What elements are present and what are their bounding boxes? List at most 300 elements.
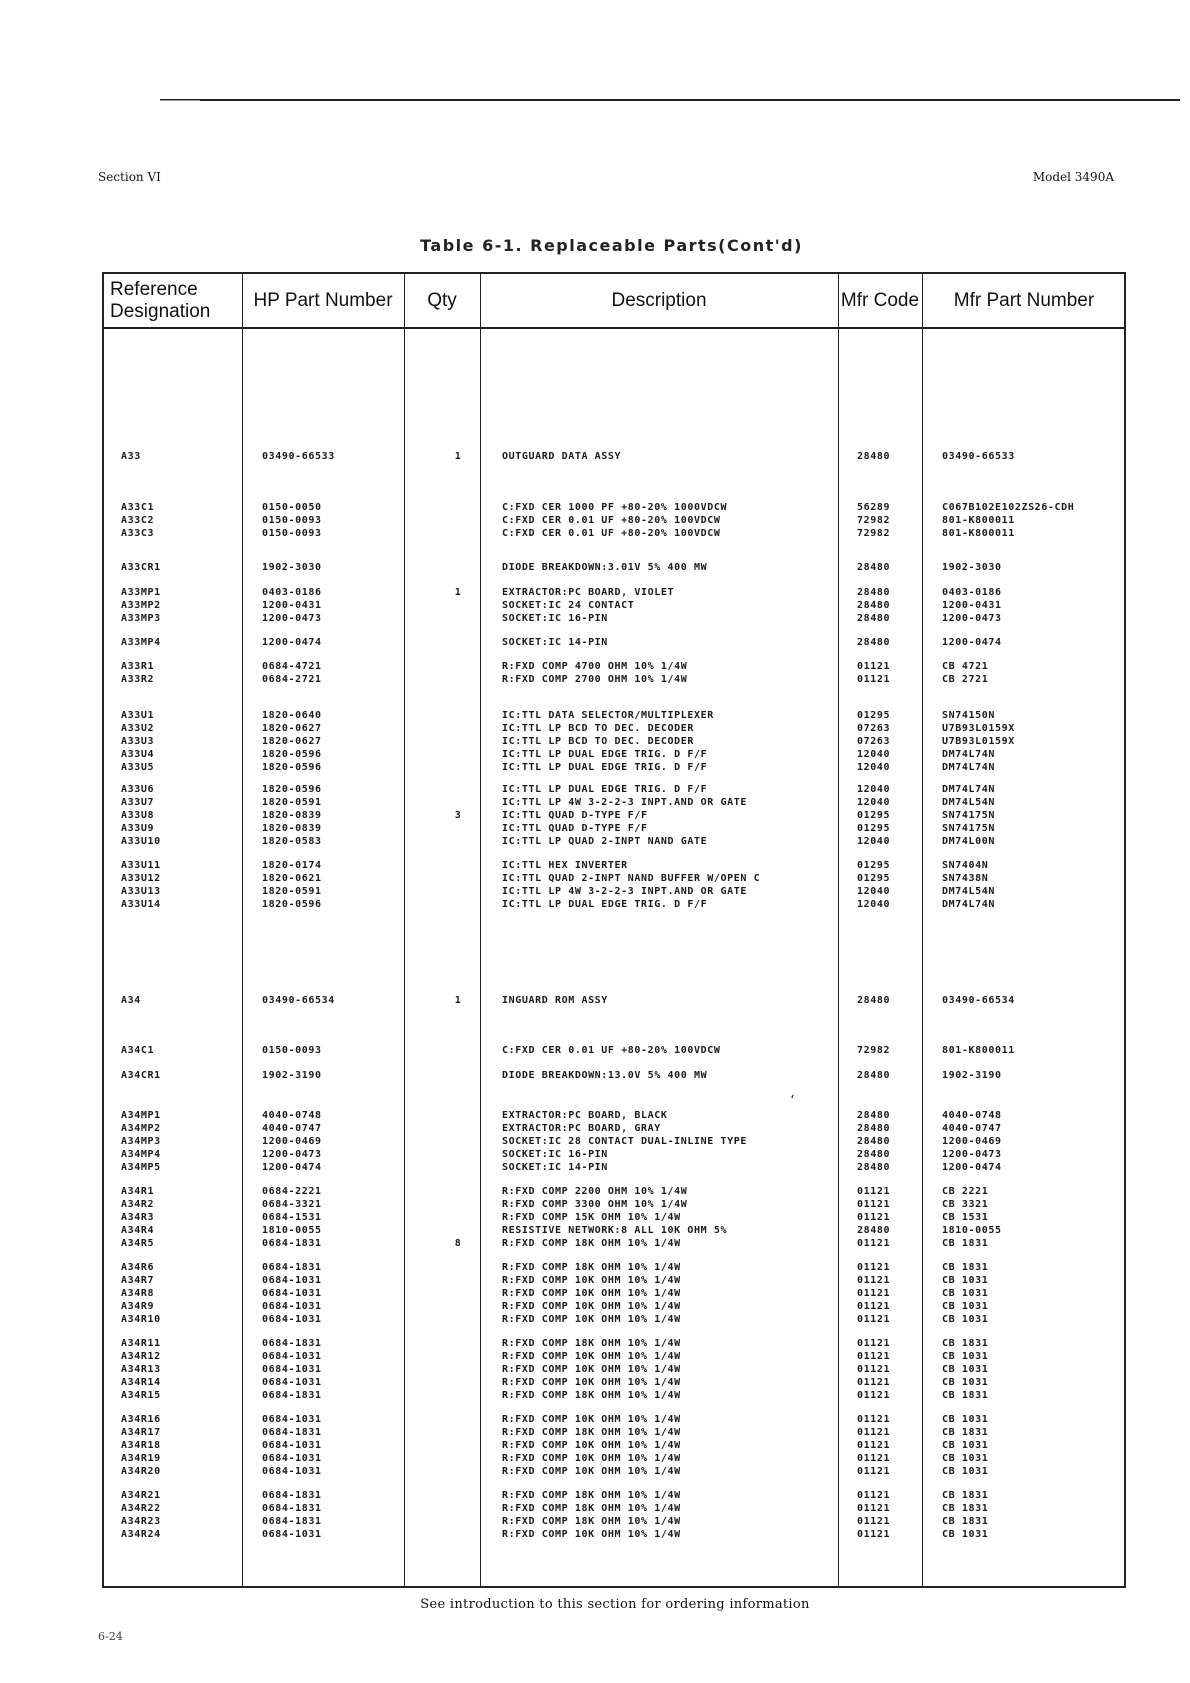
cell-description: R:FXD COMP 18K OHM 10% 1/4W [502,1262,681,1273]
table-row [104,1301,1124,1314]
cell-ref-designation: A34R12 [121,1351,161,1362]
cell-mfr-part-number: 0403-0186 [942,587,1002,598]
cell-mfr-code: 01121 [857,1288,891,1299]
cell-description: INGUARD ROM ASSY [502,995,608,1006]
stray-mark: ‘ [790,1093,795,1109]
table-row [104,1212,1124,1225]
cell-mfr-code: 12040 [857,899,891,910]
cell-ref-designation: A33R2 [121,674,155,685]
cell-mfr-part-number: CB 1831 [942,1338,989,1349]
cell-mfr-part-number: CB 1031 [942,1529,989,1540]
cell-mfr-part-number: CB 1831 [942,1427,989,1438]
cell-ref-designation: A34R9 [121,1301,155,1312]
cell-description: R:FXD COMP 18K OHM 10% 1/4W [502,1503,681,1514]
cell-hp-part-number: 0684-4721 [262,661,322,672]
cell-ref-designation: A34R20 [121,1466,161,1477]
cell-mfr-part-number: CB 1831 [942,1262,989,1273]
cell-mfr-code: 28480 [857,587,891,598]
cell-mfr-code: 01121 [857,1351,891,1362]
model-label: Model 3490A [1032,170,1114,184]
cell-description: R:FXD COMP 10K OHM 10% 1/4W [502,1314,681,1325]
table-row [104,1351,1124,1364]
header-reference-designation: Reference Designation [110,278,211,322]
cell-qty: 3 [454,810,462,821]
cell-mfr-part-number: DM74L54N [942,886,995,897]
cell-hp-part-number: 1820-0627 [262,736,322,747]
header-rule [104,327,1124,329]
cell-hp-part-number: 1820-0591 [262,797,322,808]
cell-mfr-part-number: 801-K800011 [942,515,1015,526]
cell-mfr-part-number: 1200-0431 [942,600,1002,611]
cell-qty: 1 [454,995,462,1006]
table-row [104,661,1124,674]
cell-mfr-part-number: U7B93L0159X [942,736,1015,747]
cell-hp-part-number: 1820-0596 [262,784,322,795]
cell-ref-designation: A33U7 [121,797,155,808]
table-row [104,1186,1124,1199]
cell-qty: 8 [454,1238,462,1249]
table-row [104,528,1124,541]
cell-description: SOCKET:IC 14-PIN [502,1162,608,1173]
table-row [104,797,1124,810]
header-qty: Qty [427,289,457,311]
cell-hp-part-number: 1820-0591 [262,886,322,897]
cell-hp-part-number: 03490-66534 [262,995,335,1006]
cell-ref-designation: A33U14 [121,899,161,910]
cell-mfr-part-number: DM74L54N [942,797,995,808]
cell-hp-part-number: 1820-0583 [262,836,322,847]
cell-mfr-code: 28480 [857,600,891,611]
page-number: 6-24 [98,1630,123,1643]
cell-ref-designation: A33U2 [121,723,155,734]
cell-ref-designation: A34R6 [121,1262,155,1273]
cell-mfr-code: 72982 [857,1045,891,1056]
cell-hp-part-number: 0684-1031 [262,1364,322,1375]
cell-ref-designation: A34 [121,995,141,1006]
cell-description: IC:TTL LP DUAL EDGE TRIG. D F/F [502,749,708,760]
cell-ref-designation: A34MP3 [121,1136,161,1147]
table-row [104,515,1124,528]
cell-hp-part-number: 0684-1031 [262,1275,322,1286]
cell-mfr-part-number: 801-K800011 [942,1045,1015,1056]
cell-mfr-code: 01121 [857,1516,891,1527]
cell-mfr-code: 01295 [857,710,891,721]
cell-ref-designation: A34R10 [121,1314,161,1325]
cell-description: R:FXD COMP 18K OHM 10% 1/4W [502,1390,681,1401]
cell-mfr-code: 01295 [857,810,891,821]
cell-mfr-part-number: CB 1031 [942,1414,989,1425]
cell-description: C:FXD CER 0.01 UF +80-20% 100VDCW [502,528,721,539]
cell-ref-designation: A33U12 [121,873,161,884]
cell-description: IC:TTL LP DUAL EDGE TRIG. D F/F [502,762,708,773]
header-mfr-code: Mfr Code [840,289,920,311]
cell-hp-part-number: 0150-0050 [262,502,322,513]
cell-mfr-part-number: CB 1031 [942,1377,989,1388]
table-row [104,1149,1124,1162]
cell-hp-part-number: 0684-1831 [262,1262,322,1273]
table-row [104,1225,1124,1238]
cell-description: R:FXD COMP 18K OHM 10% 1/4W [502,1427,681,1438]
table-row [104,1427,1124,1440]
cell-description: IC:TTL HEX INVERTER [502,860,628,871]
cell-mfr-part-number: 4040-0747 [942,1123,1002,1134]
cell-ref-designation: A33U9 [121,823,155,834]
table-row [104,1377,1124,1390]
cell-mfr-part-number: CB 1031 [942,1466,989,1477]
cell-description: C:FXD CER 0.01 UF +80-20% 100VDCW [502,515,721,526]
cell-description: R:FXD COMP 10K OHM 10% 1/4W [502,1529,681,1540]
cell-description: SOCKET:IC 16-PIN [502,613,608,624]
cell-description: R:FXD COMP 10K OHM 10% 1/4W [502,1275,681,1286]
cell-mfr-code: 01121 [857,1390,891,1401]
cell-mfr-part-number: CB 2721 [942,674,989,685]
cell-mfr-code: 12040 [857,797,891,808]
cell-description: IC:TTL QUAD 2-INPT NAND BUFFER W/OPEN C [502,873,761,884]
table-row [104,899,1124,912]
cell-hp-part-number: 1820-0596 [262,762,322,773]
table-row [104,1453,1124,1466]
cell-hp-part-number: 0684-3321 [262,1199,322,1210]
cell-mfr-part-number: CB 1031 [942,1351,989,1362]
cell-mfr-code: 28480 [857,995,891,1006]
cell-hp-part-number: 1902-3030 [262,562,322,573]
cell-description: EXTRACTOR:PC BOARD, VIOLET [502,587,675,598]
cell-description: C:FXD CER 1000 PF +80-20% 1000VDCW [502,502,728,513]
table-row [104,502,1124,515]
cell-mfr-part-number: SN74150N [942,710,995,721]
cell-description: R:FXD COMP 10K OHM 10% 1/4W [502,1440,681,1451]
table-row [104,810,1124,823]
cell-description: OUTGUARD DATA ASSY [502,451,622,462]
cell-mfr-code: 01121 [857,1199,891,1210]
cell-ref-designation: A34MP5 [121,1162,161,1173]
cell-mfr-part-number: SN74175N [942,810,995,821]
cell-mfr-part-number: CB 1831 [942,1503,989,1514]
cell-ref-designation: A33 [121,451,141,462]
cell-ref-designation: A34R22 [121,1503,161,1514]
cell-mfr-part-number: SN7404N [942,860,989,871]
cell-ref-designation: A33U8 [121,810,155,821]
cell-ref-designation: A34R19 [121,1453,161,1464]
cell-hp-part-number: 0684-1531 [262,1212,322,1223]
cell-ref-designation: A34R5 [121,1238,155,1249]
cell-hp-part-number: 0684-2221 [262,1186,322,1197]
cell-hp-part-number: 1820-0596 [262,749,322,760]
cell-mfr-part-number: 801-K800011 [942,528,1015,539]
table-row [104,762,1124,775]
cell-description: IC:TTL LP DUAL EDGE TRIG. D F/F [502,899,708,910]
ordering-note: See introduction to this section for ordering information [420,1597,810,1612]
cell-mfr-part-number: CB 1031 [942,1364,989,1375]
cell-mfr-code: 28480 [857,562,891,573]
cell-mfr-code: 01121 [857,1503,891,1514]
cell-mfr-code: 01121 [857,1301,891,1312]
cell-mfr-code: 01121 [857,1466,891,1477]
cell-hp-part-number: 1820-0627 [262,723,322,734]
table-row [104,1390,1124,1403]
cell-mfr-part-number: CB 1031 [942,1275,989,1286]
cell-mfr-part-number: DM74L74N [942,784,995,795]
cell-hp-part-number: 0684-1831 [262,1338,322,1349]
cell-mfr-part-number: CB 1031 [942,1288,989,1299]
cell-hp-part-number: 4040-0748 [262,1110,322,1121]
cell-mfr-code: 01121 [857,1490,891,1501]
cell-hp-part-number: 1200-0473 [262,613,322,624]
cell-mfr-code: 07263 [857,736,891,747]
cell-description: IC:TTL QUAD D-TYPE F/F [502,823,648,834]
table-row [104,562,1124,575]
table-row [104,1338,1124,1351]
cell-hp-part-number: 0403-0186 [262,587,322,598]
cell-hp-part-number: 0150-0093 [262,528,322,539]
cell-description: R:FXD COMP 18K OHM 10% 1/4W [502,1338,681,1349]
table-caption: Table 6-1. Replaceable Parts(Cont'd) [420,236,803,255]
cell-mfr-code: 28480 [857,1110,891,1121]
cell-mfr-part-number: CB 1831 [942,1390,989,1401]
table-row [104,1045,1124,1058]
cell-mfr-code: 28480 [857,1225,891,1236]
cell-mfr-code: 01295 [857,823,891,834]
table-row [104,1466,1124,1479]
cell-description: R:FXD COMP 3300 OHM 10% 1/4W [502,1199,688,1210]
cell-ref-designation: A34MP4 [121,1149,161,1160]
cell-ref-designation: A34R1 [121,1186,155,1197]
cell-mfr-code: 28480 [857,1136,891,1147]
cell-mfr-code: 28480 [857,1149,891,1160]
table-row [104,710,1124,723]
table-row [104,1275,1124,1288]
table-row [104,600,1124,613]
cell-ref-designation: A34R23 [121,1516,161,1527]
cell-ref-designation: A33MP4 [121,637,161,648]
cell-mfr-part-number: CB 1031 [942,1301,989,1312]
cell-ref-designation: A34R17 [121,1427,161,1438]
cell-mfr-part-number: 1902-3030 [942,562,1002,573]
cell-ref-designation: A34R8 [121,1288,155,1299]
cell-hp-part-number: 0684-1031 [262,1453,322,1464]
table-row [104,613,1124,626]
cell-hp-part-number: 0684-1031 [262,1529,322,1540]
cell-mfr-part-number: SN74175N [942,823,995,834]
cell-mfr-code: 01295 [857,860,891,871]
cell-mfr-part-number: CB 1831 [942,1516,989,1527]
table-row [104,784,1124,797]
cell-hp-part-number: 1820-0174 [262,860,322,871]
cell-ref-designation: A34R24 [121,1529,161,1540]
cell-description: IC:TTL LP 4W 3-2-2-3 INPT.AND OR GATE [502,886,747,897]
cell-hp-part-number: 0150-0093 [262,1045,322,1056]
cell-ref-designation: A33C3 [121,528,155,539]
cell-ref-designation: A33U5 [121,762,155,773]
cell-description: DIODE BREAKDOWN:13.0V 5% 400 MW [502,1070,708,1081]
table-row [104,1503,1124,1516]
table-row [104,1490,1124,1503]
cell-qty: 1 [454,587,462,598]
cell-hp-part-number: 0684-1831 [262,1390,322,1401]
table-row [104,674,1124,687]
cell-mfr-code: 01121 [857,674,891,685]
cell-description: IC:TTL LP BCD TO DEC. DECODER [502,736,694,747]
cell-mfr-code: 01121 [857,1186,891,1197]
cell-mfr-code: 28480 [857,1070,891,1081]
cell-mfr-code: 72982 [857,515,891,526]
cell-mfr-code: 01121 [857,1364,891,1375]
cell-description: C:FXD CER 0.01 UF +80-20% 100VDCW [502,1045,721,1056]
cell-ref-designation: A34R21 [121,1490,161,1501]
cell-description: R:FXD COMP 10K OHM 10% 1/4W [502,1466,681,1477]
cell-description: IC:TTL LP 4W 3-2-2-3 INPT.AND OR GATE [502,797,747,808]
cell-hp-part-number: 0684-1031 [262,1414,322,1425]
cell-description: R:FXD COMP 4700 OHM 10% 1/4W [502,661,688,672]
cell-mfr-part-number: CB 1031 [942,1453,989,1464]
cell-mfr-part-number: C067B102E102ZS26-CDH [942,502,1075,513]
cell-description: IC:TTL QUAD D-TYPE F/F [502,810,648,821]
cell-mfr-code: 01121 [857,1275,891,1286]
cell-hp-part-number: 0684-1031 [262,1440,322,1451]
cell-description: R:FXD COMP 2200 OHM 10% 1/4W [502,1186,688,1197]
cell-hp-part-number: 0684-1831 [262,1238,322,1249]
cell-mfr-part-number: 1200-0474 [942,637,1002,648]
table-row [104,1238,1124,1251]
cell-ref-designation: A33U11 [121,860,161,871]
cell-ref-designation: A34R3 [121,1212,155,1223]
cell-hp-part-number: 1200-0431 [262,600,322,611]
cell-ref-designation: A34CR1 [121,1070,161,1081]
cell-mfr-part-number: 03490-66534 [942,995,1015,1006]
table-row [104,1288,1124,1301]
cell-hp-part-number: 1820-0839 [262,823,322,834]
cell-description: R:FXD COMP 2700 OHM 10% 1/4W [502,674,688,685]
cell-hp-part-number: 1200-0473 [262,1149,322,1160]
cell-description: R:FXD COMP 10K OHM 10% 1/4W [502,1414,681,1425]
cell-mfr-code: 28480 [857,1162,891,1173]
cell-mfr-part-number: 1200-0473 [942,1149,1002,1160]
cell-ref-designation: A34R15 [121,1390,161,1401]
cell-qty: 1 [454,451,462,462]
cell-mfr-code: 01121 [857,1529,891,1540]
cell-ref-designation: A34R14 [121,1377,161,1388]
cell-description: R:FXD COMP 10K OHM 10% 1/4W [502,1377,681,1388]
table-row [104,1136,1124,1149]
cell-mfr-part-number: CB 1831 [942,1490,989,1501]
cell-ref-designation: A33MP1 [121,587,161,598]
cell-description: IC:TTL LP BCD TO DEC. DECODER [502,723,694,734]
cell-description: IC:TTL LP QUAD 2-INPT NAND GATE [502,836,708,847]
cell-hp-part-number: 0684-1031 [262,1301,322,1312]
cell-hp-part-number: 0684-1831 [262,1516,322,1527]
cell-hp-part-number: 0684-1831 [262,1503,322,1514]
cell-hp-part-number: 0150-0093 [262,515,322,526]
cell-hp-part-number: 1820-0621 [262,873,322,884]
cell-ref-designation: A34C1 [121,1045,155,1056]
cell-description: DIODE BREAKDOWN:3.01V 5% 400 MW [502,562,708,573]
cell-mfr-part-number: CB 1831 [942,1238,989,1249]
cell-mfr-code: 01121 [857,661,891,672]
header-hp-part-number: HP Part Number [253,289,393,311]
parts-table [102,272,1126,1588]
cell-description: EXTRACTOR:PC BOARD, GRAY [502,1123,661,1134]
cell-mfr-part-number: 1902-3190 [942,1070,1002,1081]
cell-mfr-part-number: CB 4721 [942,661,989,672]
cell-description: SOCKET:IC 16-PIN [502,1149,608,1160]
table-row [104,995,1124,1008]
cell-mfr-part-number: DM74L00N [942,836,995,847]
cell-mfr-part-number: DM74L74N [942,749,995,760]
cell-mfr-code: 01121 [857,1212,891,1223]
cell-mfr-part-number: DM74L74N [942,899,995,910]
cell-mfr-code: 12040 [857,749,891,760]
cell-hp-part-number: 0684-1031 [262,1351,322,1362]
table-row [104,1070,1124,1083]
cell-ref-designation: A34R13 [121,1364,161,1375]
cell-hp-part-number: 0684-1031 [262,1466,322,1477]
cell-mfr-code: 01121 [857,1262,891,1273]
cell-description: SOCKET:IC 24 CONTACT [502,600,635,611]
cell-description: R:FXD COMP 10K OHM 10% 1/4W [502,1364,681,1375]
cell-hp-part-number: 4040-0747 [262,1123,322,1134]
cell-ref-designation: A33CR1 [121,562,161,573]
table-row [104,1262,1124,1275]
cell-hp-part-number: 1820-0839 [262,810,322,821]
cell-description: R:FXD COMP 18K OHM 10% 1/4W [502,1490,681,1501]
cell-description: SOCKET:IC 14-PIN [502,637,608,648]
table-row [104,736,1124,749]
table-row [104,1364,1124,1377]
top-rule [160,99,1180,101]
cell-ref-designation: A34MP1 [121,1110,161,1121]
header-mfr-part-number: Mfr Part Number [953,289,1095,311]
cell-hp-part-number: 0684-1831 [262,1490,322,1501]
cell-mfr-code: 01295 [857,873,891,884]
cell-description: SOCKET:IC 28 CONTACT DUAL-INLINE TYPE [502,1136,747,1147]
cell-ref-designation: A33U13 [121,886,161,897]
cell-hp-part-number: 1810-0055 [262,1225,322,1236]
cell-mfr-part-number: 1200-0469 [942,1136,1002,1147]
cell-mfr-part-number: U7B93L0159X [942,723,1015,734]
cell-ref-designation: A34R18 [121,1440,161,1451]
cell-hp-part-number: 0684-1031 [262,1377,322,1388]
table-row [104,873,1124,886]
cell-mfr-code: 12040 [857,836,891,847]
cell-ref-designation: A33R1 [121,661,155,672]
cell-description: R:FXD COMP 18K OHM 10% 1/4W [502,1238,681,1249]
table-row [104,860,1124,873]
cell-mfr-code: 28480 [857,613,891,624]
cell-ref-designation: A33U1 [121,710,155,721]
cell-ref-designation: A34R11 [121,1338,161,1349]
cell-mfr-code: 28480 [857,637,891,648]
cell-ref-designation: A33U10 [121,836,161,847]
cell-description: R:FXD COMP 10K OHM 10% 1/4W [502,1351,681,1362]
cell-mfr-code: 01121 [857,1338,891,1349]
cell-description: R:FXD COMP 15K OHM 10% 1/4W [502,1212,681,1223]
table-row [104,1199,1124,1212]
cell-mfr-part-number: 1200-0474 [942,1162,1002,1173]
table-row [104,1314,1124,1327]
cell-hp-part-number: 0684-1031 [262,1288,322,1299]
cell-hp-part-number: 1820-0640 [262,710,322,721]
cell-mfr-code: 28480 [857,1123,891,1134]
cell-description: EXTRACTOR:PC BOARD, BLACK [502,1110,668,1121]
table-row [104,1123,1124,1136]
cell-ref-designation: A34R2 [121,1199,155,1210]
cell-mfr-part-number: DM74L74N [942,762,995,773]
table-row [104,451,1124,464]
table-row [104,886,1124,899]
table-row [104,723,1124,736]
table-row [104,637,1124,650]
cell-description: IC:TTL DATA SELECTOR/MULTIPLEXER [502,710,714,721]
